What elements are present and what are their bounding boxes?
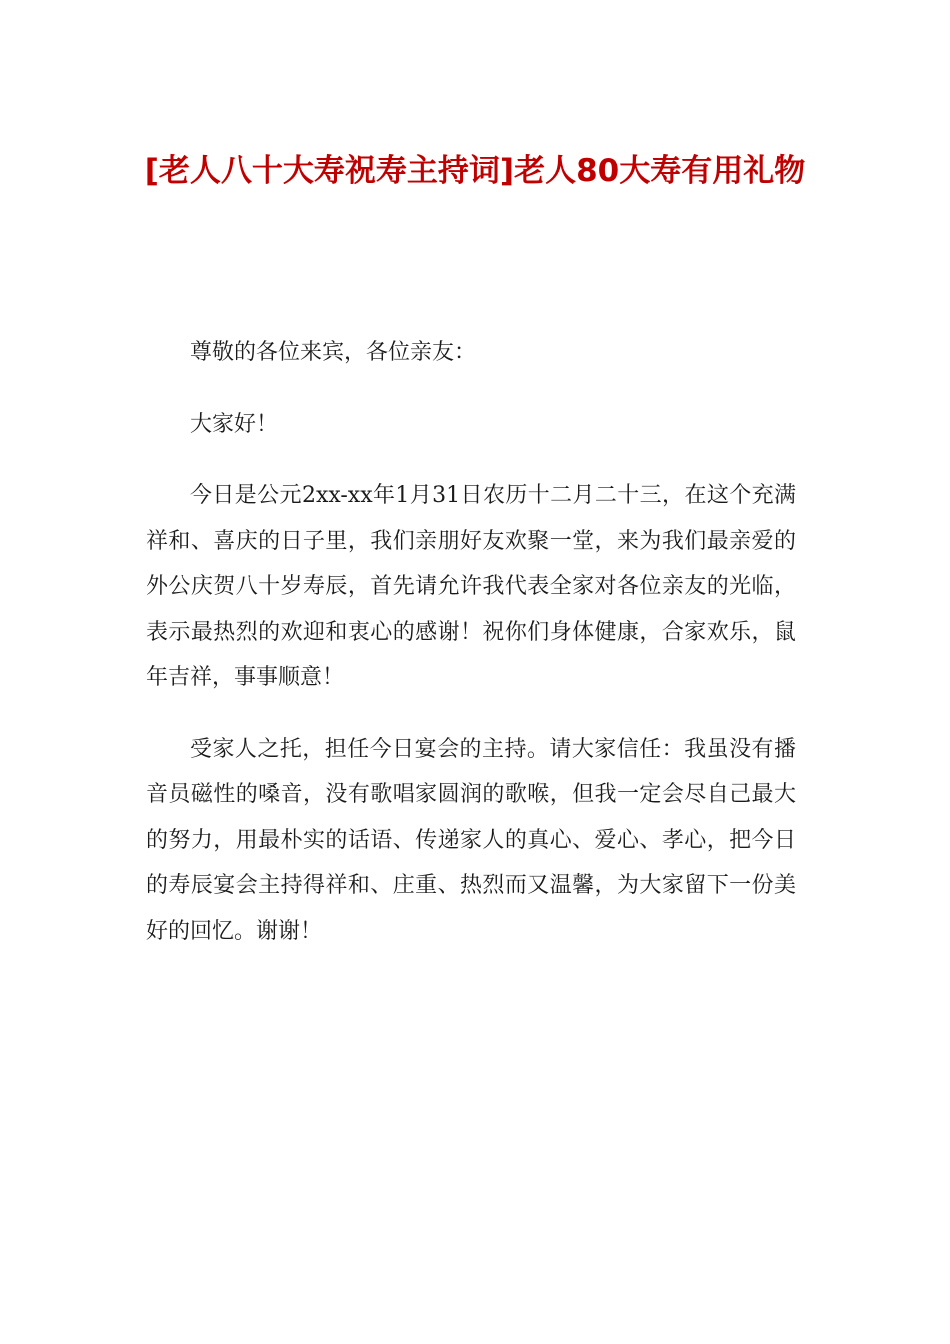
paragraph-greeting: 尊敬的各位来宾，各位亲友： [190, 340, 477, 365]
paragraph-hello: 大家好！ [190, 411, 279, 437]
document-title: [老人八十大寿祝寿主持词]老人80大寿有用礼物 [144, 153, 806, 189]
paragraph-intro: 今日是公元2xx-xx年1月31日农历十二月二十三，在这个充满祥和、喜庆的日子里，我们亲朋好友欢聚一堂，来为我们最亲爱的外公庆贺八十岁寿辰，首先请允许我代表全家对各位亲友的光临，表示最热烈的欢迎和衷心的感谢！祝你们身体健康，合家欢乐，鼠年吉祥，事事顺意！ [146, 483, 796, 690]
document-body [146, 330, 796, 980]
paragraph-host: 受家人之托，担任今日宴会的主持。请大家信任：我虽没有播音员磁性的嗓音，没有歌唱家圆润的歌喉，但我一定会尽自己最大的努力，用最朴实的话语、传递家人的真心、爱心、孝心，把今日的寿辰宴会主持得祥和、庄重、热烈而又温馨，为大家留下一份美好的回忆。谢谢！ [146, 736, 796, 944]
